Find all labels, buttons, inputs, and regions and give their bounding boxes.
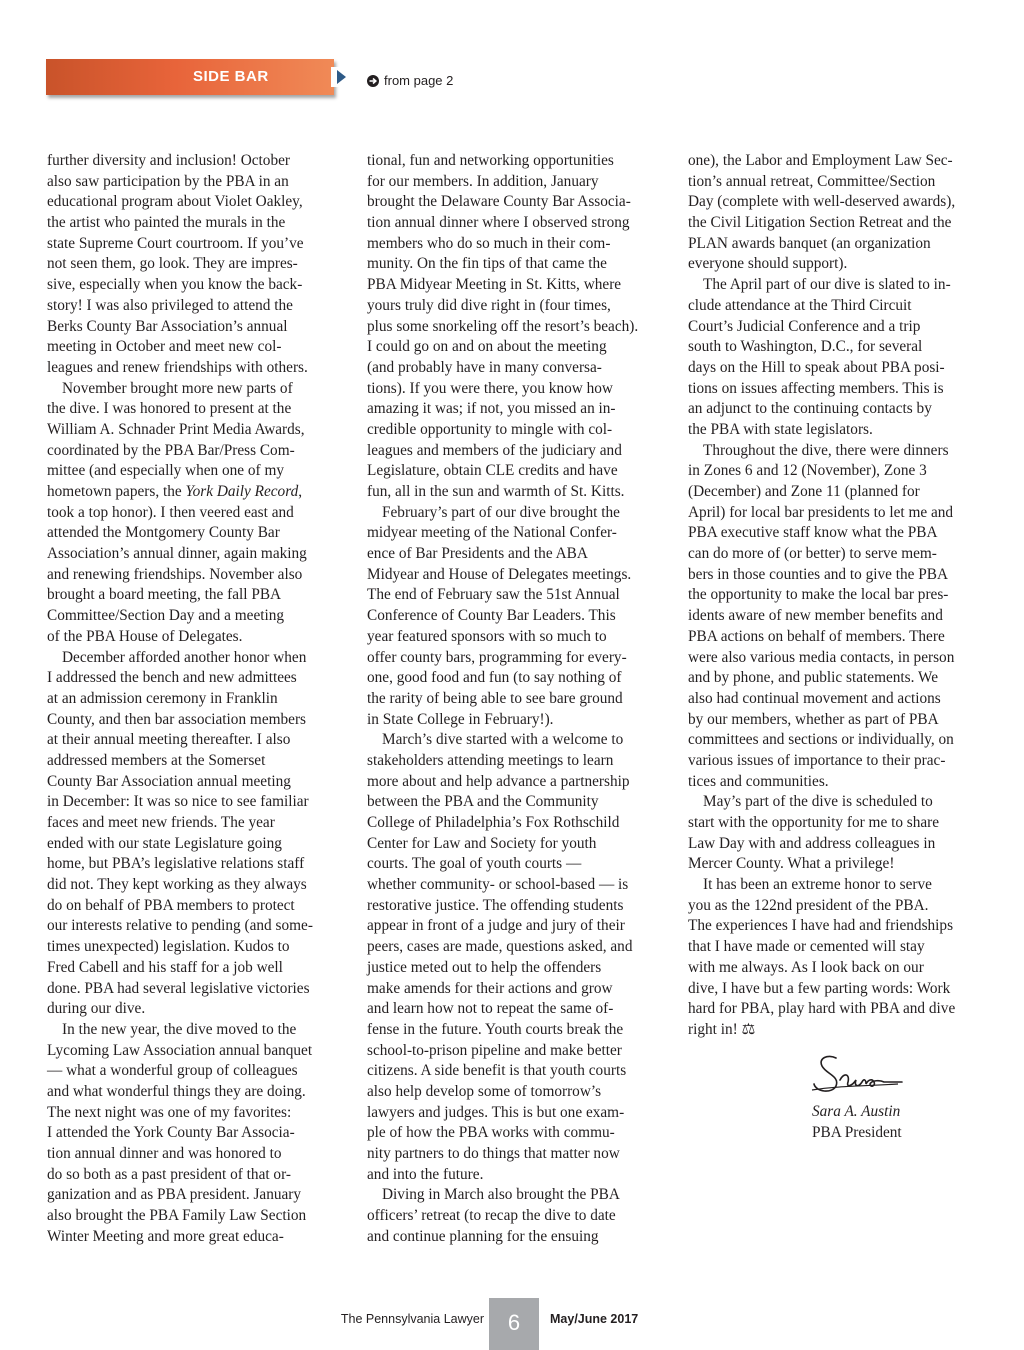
text-line: County Bar Association annual meeting (47, 772, 291, 790)
text-line: ence of Bar Presidents and the ABA (367, 545, 588, 563)
text-line: justice meted out to help the offenders (367, 958, 602, 976)
text-line: an adjunct to the continuing contacts by (688, 400, 932, 418)
text-line: Committee/Section Day and a meeting (47, 607, 285, 625)
text-line: of the PBA House of Delegates. (47, 627, 243, 645)
text-line: did not. They kept working as they always (47, 876, 307, 894)
text-line: citizens. A side benefit is that youth courts (367, 1062, 627, 1080)
text-line: at their annual meeting thereafter. I also (47, 731, 291, 749)
text-line: I could go on and on about the meeting (367, 338, 607, 356)
text-line: times unexpected) legislation. Kudos to (47, 938, 290, 956)
circle-arrow-right-icon (366, 74, 380, 88)
text-line: officers’ retreat (to recap the dive to date (367, 1207, 616, 1225)
text-line: In the new year, the dive moved to the (62, 1020, 297, 1038)
text-line: — what a wonderful group of colleagues (47, 1062, 298, 1080)
text-line: our interests relative to pending (and some- (47, 917, 313, 935)
text-line: midyear meeting of the National Confer- (367, 524, 617, 542)
article-column-3 (688, 151, 978, 1041)
text-line: dive, I have but a few parting words: Work (688, 979, 951, 997)
text-line: for our members. In addition, January (367, 172, 599, 190)
text-line: various issues of importance to their prac- (688, 751, 946, 769)
text-line: tional, fun and networking opportunities (367, 152, 614, 169)
text-line: Winter Meeting and more great educa- (47, 1227, 284, 1245)
text-line: March’s dive started with a welcome to (382, 731, 624, 749)
text-line: everyone should support). (688, 255, 848, 273)
text-line: tion annual dinner where I observed strong (367, 214, 630, 232)
text-line: fense in the future. Youth courts break the (367, 1020, 624, 1038)
text-line: County, and then bar association members (47, 710, 306, 728)
text-line: PBA executive staff know what the PBA (688, 524, 938, 542)
page-number: 6 (489, 1298, 539, 1350)
handwritten-signature (806, 1050, 906, 1100)
text-line: in Zones 6 and 12 (November), Zone 3 (688, 462, 927, 480)
text-line: more about and help advance a partnership (367, 772, 630, 790)
text-line: ended with our state Legislature going (47, 834, 282, 852)
text-line: and by phone, and public statements. We (688, 669, 938, 687)
text-line: The April part of our dive is slated to in- (703, 276, 951, 294)
text-line: and learn how not to repeat the same of- (367, 1000, 614, 1018)
text-line: state Supreme Court courtroom. If you’ve (47, 234, 304, 252)
text-line: bers in those counties and to give the PBA (688, 565, 949, 583)
signature-block (812, 1102, 902, 1143)
text-line: also saw participation by the PBA in an (47, 172, 289, 190)
text-line: tions on issues affecting members. This is (688, 379, 944, 397)
text-line: Lycoming Law Association annual banquet (47, 1041, 313, 1059)
text-line: one, good food and fun (to say nothing of (367, 669, 622, 687)
text-line: The experiences I have had and friendships (688, 917, 954, 935)
text-line: members who do so much in their com- (367, 234, 611, 252)
text-line: at an admission ceremony in Franklin (47, 689, 278, 707)
text-line: credible opportunity to mingle with col- (367, 420, 613, 438)
text-line: (and probably have in many conversa- (367, 358, 602, 376)
text-line: addressed members at the Somerset (47, 751, 266, 769)
text-line: stakeholders attending meetings to learn (367, 751, 614, 769)
text-line: Mercer County. What a privilege! (688, 855, 895, 873)
text-line: Association’s annual dinner, again making (47, 545, 307, 563)
text-line: mittee (and especially when one of my (47, 462, 285, 480)
signer-title: PBA President (812, 1123, 902, 1141)
text-line: during our dive. (47, 1000, 146, 1018)
text-line: also brought the PBA Family Law Section (47, 1207, 307, 1225)
text-line: It has been an extreme honor to serve (703, 876, 932, 894)
text-line: the Civil Litigation Section Retreat and the (688, 214, 952, 232)
text-line: ganization and as PBA president. January (47, 1186, 302, 1204)
text-line: I attended the York County Bar Associa- (47, 1124, 295, 1142)
text-line: Center for Law and Society for youth (367, 834, 597, 852)
text-line: Fred Cabell and his staff for a job well (47, 958, 283, 976)
text-line: tion annual dinner and was honored to (47, 1145, 282, 1162)
text-line: tices and communities. (688, 772, 829, 790)
text-line: amazing it was; if not, you missed an in- (367, 400, 616, 418)
text-line: and continue planning for the ensuing (367, 1227, 599, 1245)
text-line: April) for local bar presidents to let me and (688, 503, 954, 521)
text-line: idents aware of new member benefits and (688, 607, 943, 625)
text-line: done. PBA had several legislative victories (47, 979, 310, 997)
text-line: peers, cases are made, questions asked, and (367, 938, 633, 956)
text-line: tions). If you were there, you know how (367, 379, 613, 397)
text-line: attended the Montgomery County Bar (47, 524, 280, 542)
text-line: munity. On the fin tips of that came the (367, 255, 607, 273)
text-line: ple of how the PBA works with commu- (367, 1124, 615, 1142)
text-line: PBA Midyear Meeting in St. Kitts, where (367, 276, 622, 294)
text-line: start with the opportunity for me to share (688, 814, 940, 831)
text-line: the dive. I was honored to present at the (47, 400, 292, 418)
text-line: Throughout the dive, there were dinners (703, 441, 949, 459)
text-line: The next night was one of my favorites: (47, 1103, 292, 1121)
text-line: Law Day with and address colleagues in (688, 834, 936, 852)
text-line: and into the future. (367, 1165, 484, 1183)
text-line: Midyear and House of Delegates meetings. (367, 565, 632, 583)
text-line: also help develop some of tomorrow’s (367, 1082, 602, 1100)
article-column-1 (47, 151, 337, 1247)
text-line: November brought more new parts of (62, 379, 293, 397)
continued-from-text: from page 2 (384, 73, 454, 88)
text-line: Diving in March also brought the PBA (382, 1186, 620, 1204)
text-line: the opportunity to make the local bar pres- (688, 586, 949, 604)
text-line: home, but PBA’s legislative relations staff (47, 855, 305, 873)
text-line: can do more of (or better) to serve mem- (688, 545, 937, 563)
text-line: clude attendance at the Third Circuit (688, 296, 912, 314)
text-line: do on behalf of PBA members to protect (47, 896, 295, 914)
triangle-right-icon (331, 67, 351, 87)
section-banner (46, 59, 334, 95)
text-line: Legislature, obtain CLE credits and have (367, 462, 618, 480)
text-line: May’s part of the dive is scheduled to (703, 793, 933, 811)
text-line: and what wonderful things they are doing. (47, 1082, 306, 1100)
text-line: also had continual movement and actions (688, 689, 941, 707)
text-line: story! I was also privileged to attend the (47, 296, 293, 314)
text-line: College of Philadelphia’s Fox Rothschild (367, 814, 620, 831)
text-line: whether community- or school-based — is (367, 876, 629, 894)
text-line: nity partners to do things that matter now (367, 1145, 620, 1162)
article-column-2 (367, 151, 657, 1247)
text-line: The end of February saw the 51st Annual (367, 586, 620, 604)
text-line: (December) and Zone 11 (planned for (688, 483, 920, 500)
text-line: courts. The goal of youth courts — (367, 855, 582, 873)
text-line: Court’s Judicial Conference and a trip (688, 317, 921, 335)
text-line: by our members, whether as part of PBA (688, 710, 939, 728)
text-line: leagues and members of the judiciary and (367, 441, 622, 459)
signer-name: Sara A. Austin (812, 1103, 901, 1120)
text-line: fun, all in the sun and warmth of St. Kitts. (367, 483, 625, 500)
text-line: in State College in February!). (367, 710, 554, 728)
publication-name: The Pennsylvania Lawyer (340, 1312, 484, 1326)
text-line: do so both as a past president of that or- (47, 1165, 291, 1183)
text-line: Day (complete with well-deserved awards), (688, 193, 956, 211)
text-line: sive, especially when you know the back- (47, 276, 303, 294)
text-line: between the PBA and the Community (367, 793, 599, 811)
text-line: the PBA with state legislators. (688, 420, 873, 438)
text-line: that I have made or cemented will stay (688, 938, 925, 956)
text-line: the rarity of being able to see bare ground (367, 689, 623, 707)
text-line: I addressed the bench and new admittees (47, 669, 297, 687)
text-line: right in! ⚖ (688, 1020, 756, 1038)
text-line: educational program about Violet Oakley, (47, 193, 303, 211)
issue-date: May/June 2017 (550, 1312, 639, 1326)
text-line: brought a board meeting, the fall PBA (47, 586, 282, 604)
text-line: with me always. As I look back on our (688, 958, 924, 976)
text-line: and renewing friendships. November also (47, 565, 303, 583)
text-line: faces and meet new friends. The year (47, 814, 275, 831)
text-line: hard for PBA, play hard with PBA and dive (688, 1000, 956, 1018)
newspaper-title: York Daily Record (185, 483, 299, 500)
text-line: committees and sections or individually, on (688, 731, 954, 749)
text-line: were also various media contacts, in person (688, 648, 955, 666)
text-line: further diversity and inclusion! October (47, 152, 290, 169)
text-line: tion’s annual retreat, Committee/Section (688, 172, 936, 190)
text-line: brought the Delaware County Bar Associa- (367, 193, 631, 211)
signature-image (806, 1050, 906, 1100)
text-line: yours truly did dive right in (four times, (367, 296, 611, 314)
text-line: south to Washington, D.C., for several (688, 338, 923, 356)
text-line: coordinated by the PBA Bar/Press Com- (47, 441, 295, 459)
text-line: hometown papers, the York Daily Record, (47, 483, 303, 500)
text-line: in December: It was so nice to see familiar (47, 793, 309, 811)
text-line: you as the 122nd president of the PBA. (688, 896, 929, 914)
text-line: restorative justice. The offending students (367, 896, 624, 914)
text-line: February’s part of our dive brought the (382, 503, 620, 521)
text-line: leagues and renew friendships with others. (47, 358, 308, 376)
text-line: offer county bars, programming for every- (367, 648, 627, 666)
text-line: plus some snorkeling off the resort’s beach). (367, 317, 639, 335)
text-line: December afforded another honor when (62, 648, 307, 666)
page-footer (0, 1298, 1024, 1350)
text-line: one), the Labor and Employment Law Sec- (688, 152, 953, 169)
continued-from-link[interactable] (366, 73, 453, 88)
text-line: meeting in October and meet new col- (47, 338, 282, 356)
text-line: make amends for their actions and grow (367, 979, 613, 997)
text-line: lawyers and judges. This is but one exam- (367, 1103, 625, 1121)
text-line: took a top honor). I then veered east and (47, 503, 294, 521)
text-line: year featured sponsors with so much to (367, 627, 607, 645)
text-line: William A. Schnader Print Media Awards, (47, 420, 305, 438)
text-line: not seen them, go look. They are impres- (47, 255, 298, 273)
text-line: days on the Hill to speak about PBA posi- (688, 358, 945, 376)
text-line: PLAN awards banquet (an organization (688, 234, 931, 252)
text-line: Conference of County Bar Leaders. This (367, 607, 616, 625)
text-line: school-to-prison pipeline and make better (367, 1041, 622, 1059)
text-line: appear in front of a judge and jury of their (367, 917, 625, 935)
text-line: the artist who painted the murals in the (47, 214, 286, 232)
section-label: SIDE BAR (193, 68, 269, 85)
text-line: Berks County Bar Association’s annual (47, 317, 288, 335)
text-line: PBA actions on behalf of members. There (688, 627, 945, 645)
